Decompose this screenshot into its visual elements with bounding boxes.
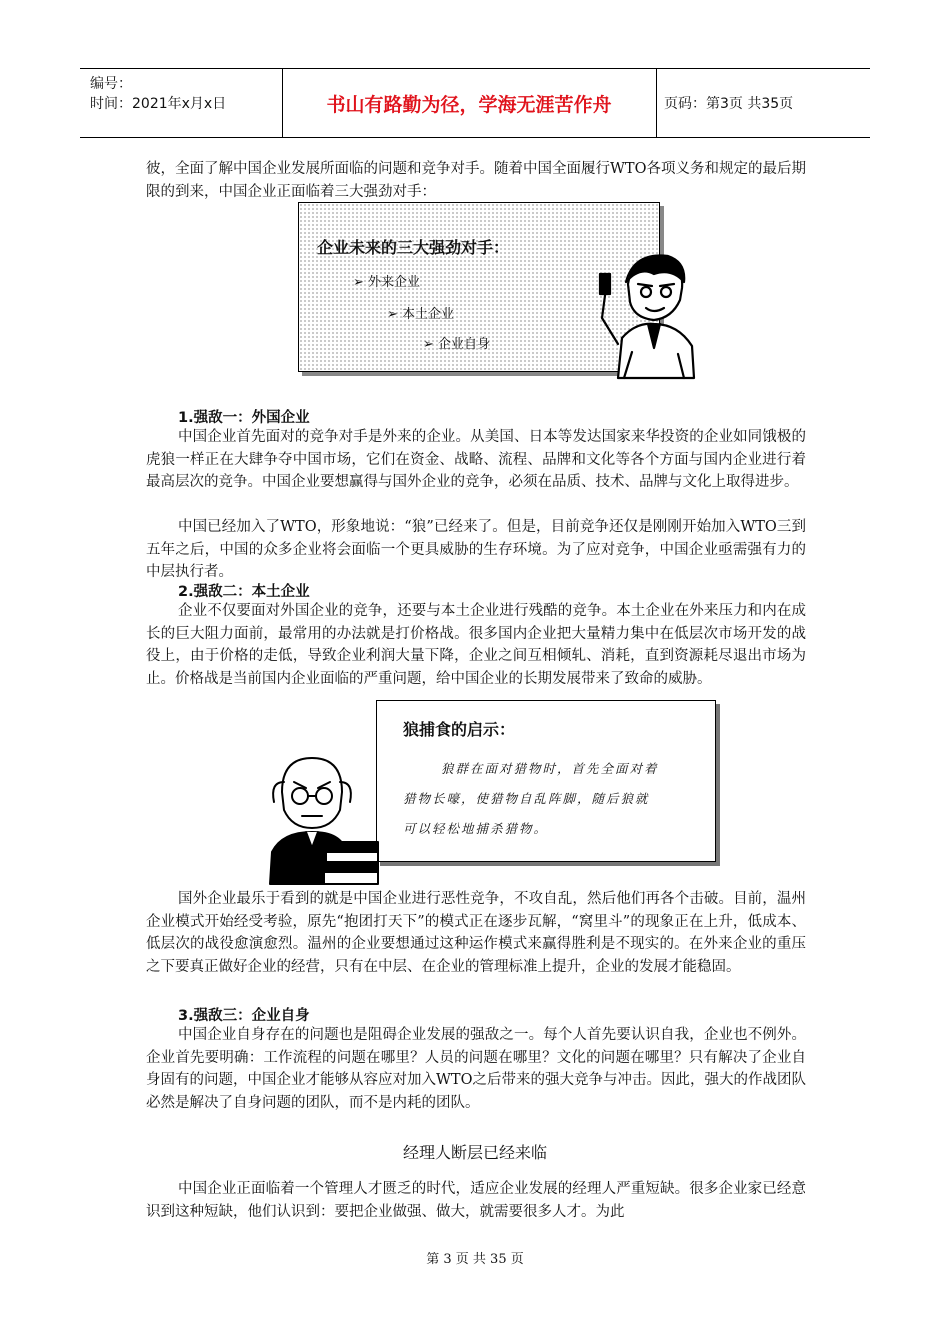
foreign-paragraph-1: 中国企业首先面对的竞争对手是外来的企业。从美国、日本等发达国家来华投资的企业如同饿极的虎狼一样正在大肆争夺中国市场，它们在资金、战略、流程、品牌和文化等各个方面与国内企业进行着最高层次的竞争。中国企业要想赢得与国外企业的竞争，必须在品质、技术、品牌与文化上取得进步。 bbox=[146, 429, 806, 490]
header-meta bbox=[80, 69, 283, 137]
wolf-lesson-title: 狼捕食的启示： bbox=[403, 720, 516, 739]
cartoon-man-pointing-icon bbox=[588, 248, 698, 384]
arrow-icon: ➢ bbox=[423, 337, 439, 352]
arrow-icon: ➢ bbox=[387, 307, 403, 322]
date-label: 时间：2021年x月x日 bbox=[90, 96, 227, 112]
wolf-lesson-line-3: 可以轻松地捕杀猎物。 bbox=[403, 821, 549, 836]
rival-item-1: ➢ 外来企业 bbox=[353, 275, 421, 290]
number-label: 编号： bbox=[90, 76, 132, 92]
section-paragraph: 中国企业正面临着一个管理人才匮乏的时代，适应企业发展的经理人严重短缺。很多企业家已经意识到这种短缺，他们认识到：要把企业做强、做大，就需要很多人才。为此 bbox=[146, 1181, 806, 1220]
heading-local: 2.强敌二：本土企业 bbox=[178, 584, 310, 600]
page-header bbox=[80, 68, 870, 138]
section-heading: 经理人断层已经来临 bbox=[402, 1143, 547, 1162]
local-paragraph: 企业不仅要面对外国企业的竞争，还要与本土企业进行残酷的竞争。本土企业在外来压力和内在成长的巨大阻力面前，最常用的办法就是打价格战。很多国内企业把大量精力集中在低层次市场开发的战役上，由于价格的走低，导致企业利润大量下降，企业之间互相倾轧、消耗，直到资源耗尽退出市场为止。价格战是当前国内企业面临的严重问题，给中国企业的长期发展带来了致命的威胁。 bbox=[146, 603, 806, 687]
foreign-paragraph-2: 中国已经加入了WTO，形象地说：“狼”已经来了。但是，目前竞争还仅是刚刚开始加入WTO三到五年之后，中国的众多企业将会面临一个更具威胁的生存环境。为了应对竞争，中国企业亟需强有力的中层执行者。 bbox=[146, 519, 806, 580]
header-motto: 书山有路勤为径，学海无涯苦作舟 bbox=[282, 69, 657, 137]
wolf-lesson-line-1: 狼群在面对猎物时，首先全面对着 bbox=[441, 761, 659, 776]
heading-foreign: 1.强敌一：外国企业 bbox=[178, 410, 310, 426]
cartoon-professor-books-icon bbox=[262, 752, 380, 886]
heading-self: 3.强敌三：企业自身 bbox=[178, 1008, 310, 1024]
page-footer: 第 3 页 共 35 页 bbox=[426, 1252, 524, 1267]
arrow-icon: ➢ bbox=[353, 275, 369, 290]
wolf-lesson-line-2: 猎物长嚎，使猎物自乱阵脚，随后狼就 bbox=[403, 791, 650, 806]
rival-item-2: ➢ 本土企业 bbox=[387, 307, 455, 322]
wolf-paragraph: 国外企业最乐于看到的就是中国企业进行恶性竞争，不攻自乱，然后他们再各个击破。目前，温州企业模式开始经受考验，原先“抱团打天下”的模式正在逐步瓦解，“窝里斗”的现象正在上升，低成本、低层次的战役愈演愈烈。温州的企业要想通过这种运作模式来赢得胜利是不现实的。在外来企业的重压之下要真正做好企业的经营，只有在中层、在企业的管理标准上提升，企业的发展才能稳固。 bbox=[146, 891, 806, 975]
self-paragraph: 中国企业自身存在的问题也是阻碍企业发展的强敌之一。每个人首先要认识自我，企业也不例外。企业首先要明确：工作流程的问题在哪里？人员的问题在哪里？文化的问题在哪里？只有解决了企业自身固有的问题，中国企业才能够从容应对加入WTO之后带来的强大竞争与冲击。因此，强大的作战团队必然是解决了自身问题的团队，而不是内耗的团队。 bbox=[146, 1027, 806, 1111]
intro-paragraph: 彼，全面了解中国企业发展所面临的问题和竞争对手。随着中国全面履行WTO各项义务和规定的最后期限的到来，中国企业正面临着三大强劲对手： bbox=[146, 161, 806, 200]
wolf-lesson-box bbox=[376, 700, 716, 862]
three-rivals-title: 企业未来的三大强劲对手： bbox=[317, 238, 510, 257]
rival-item-3: ➢ 企业自身 bbox=[423, 337, 491, 352]
header-page-info: 页码：第3页 共35页 bbox=[664, 96, 794, 112]
